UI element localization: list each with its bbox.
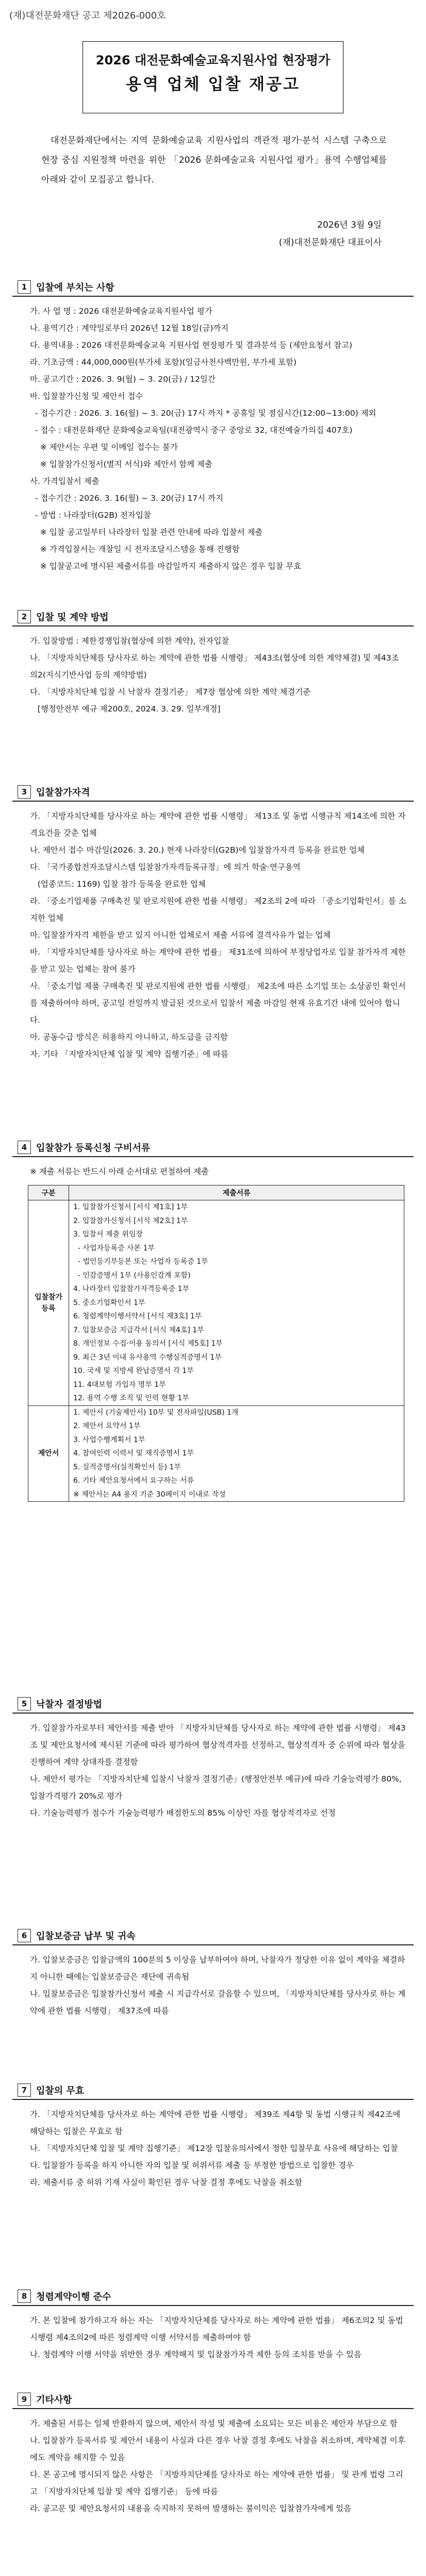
section-line: 가. 입찰방법 : 제한경쟁입찰(협상에 의한 계약), 전자입찰 <box>30 636 230 646</box>
section-6 <box>12 1927 414 2020</box>
document-item: 6. 청렴계약이행서약서 [서식 제3호] 1부 <box>73 1312 202 1320</box>
section-4 <box>12 1139 414 1180</box>
section-line: 가. 「지방자치단체를 당사자로 하는 계약에 관한 법률 시행령」 제13조 및 동법 시행규칙 제14조에 의한 자격요건을 갖춘 업체 <box>30 811 406 838</box>
section-line: 가. 입찰보증금은 입찰금액의 100분의 5 이상을 납부하여야 하며, 낙찰자가 정당한 이유 없이 계약을 체결하지 아니한 때에는 입찰보증금은 재단에 귀속됨 <box>30 1955 405 1981</box>
section-line: 다. 기술능력평가 점수가 기술능력평가 배점한도의 85% 이상인 자를 협상적격자로 선정 <box>30 1808 336 1818</box>
section-line: - 접수기간 : 2026. 3. 16(월) ~ 3. 20(금) 17시 까지 <box>30 494 223 503</box>
section-body <box>12 297 414 575</box>
section-header <box>12 608 414 626</box>
table-items-cell <box>69 1200 404 1406</box>
section-line: 가. 제출된 서류는 일체 반환하지 않으며, 제안서 작성 및 제출에 소요되는 모든 비용은 제안자 부담으로 함 <box>30 2419 398 2428</box>
section-number: 9 <box>18 2393 31 2406</box>
section-line: ※ 입찰공고에 명시된 제출서류를 마감일까지 제출하지 않은 경우 입찰 무효 <box>30 562 302 571</box>
section-body <box>12 802 414 1063</box>
section-title: 입찰의 무효 <box>36 2086 85 2096</box>
document-item: 2. 입찰참가신청서 [서식 제2호] 1부 <box>73 1216 188 1225</box>
document-item: - 법인등기부등본 또는 사업자 등록증 1부 <box>73 1258 208 1266</box>
section-line: ※ 입찰참가신청서(별지 서식)와 제안서 함께 제출 <box>30 460 212 469</box>
section-line: 나. 「지방자치단체를 당사자로 하는 계약에 관한 법률 시행령」 제43조(협상에 의한 계약체결) 및 제43조의2(지식기반사업 등의 계약방법) <box>30 653 399 680</box>
section-line: 아. 공동수급 방식은 허용하지 아니하고, 하도급을 금지함 <box>30 1032 228 1042</box>
section-line: 다. 「지방자치단체 입찰 시 낙찰자 결정기준」 제7장 협상에 의한 계약 체결기준 <box>30 687 311 697</box>
issue-date: 2026년 3월 9일 <box>317 220 382 230</box>
section-line: 사. 「중소기업 제품 구매촉진 및 판로지원에 관한 법률 시행령」 제2조에 따른 소기업 또는 소상공인 확인서를 제출하여야 하며, 공고일 전일까지 발급된 것으로서 입찰서 제출 마감일 현재 유효기간 내에 있어야 합니다. <box>30 981 406 1025</box>
section-line: 마. 공고기간 : 2026. 3. 9(월) ~ 3. 20(금) / 12일간 <box>30 375 216 384</box>
document-item: 6. 기타 제안요청서에서 요구하는 서류 <box>73 1477 194 1485</box>
title-line-2: 용역 업체 입찰 재공고 <box>126 75 300 94</box>
section-1 <box>12 278 414 575</box>
table-category-cell: 제안서 <box>28 1405 69 1502</box>
section-body <box>12 1714 414 1822</box>
section-header <box>12 783 414 802</box>
section-number: 4 <box>18 1141 31 1154</box>
title-line-1: 2026 대전문화예술교육지원사업 현장평가 <box>95 53 331 67</box>
document-item: 4. 참여인력 이력서 및 재직증명서 1부 <box>73 1449 194 1458</box>
section-header <box>12 1927 414 1945</box>
section-header <box>12 278 414 297</box>
section-number: 6 <box>18 1929 31 1942</box>
section-line: 다. 용역내용 : 2026 대전문화예술교육 지원사업 현장평가 및 결과분석 등 (제안요청서 참고) <box>30 341 352 350</box>
section-line: 바. 입찰참가신청 및 제안서 접수 <box>30 392 143 401</box>
section-title: 입찰참가자격 <box>36 787 90 798</box>
document-item: 5. 실적증명서(실적확인서 등) 1부 <box>73 1463 181 1471</box>
section-header <box>12 1139 414 1157</box>
section-line: 나. 용역기간 : 계약일로부터 2026년 12월 18일(금)까지 <box>30 324 229 333</box>
section-3 <box>12 783 414 1063</box>
document-item: 8. 개인정보 수집·이용 동의서 [서식 제5호] 1부 <box>73 1340 223 1348</box>
table-items-cell <box>69 1405 404 1502</box>
document-item: - 사업자등록증 사본 1부 <box>73 1244 155 1252</box>
section-body <box>12 1945 414 2020</box>
table-row <box>28 1200 404 1406</box>
section-title: 기타사항 <box>36 2395 72 2405</box>
section-9 <box>12 2391 414 2517</box>
section-line: 나. 「지방자치단체 입찰 및 계약 집행기준」 제12장 입찰유의서에서 정한 입찰무효 사유에 해당하는 입찰 <box>30 2144 398 2153</box>
section-number: 5 <box>18 1697 31 1710</box>
section-line: 가. 본 입찰에 참가하고자 하는 자는 「지방자치단체를 당사자로 하는 계약에 관한 법률」 제6조의2 및 동법 시행령 제4조의2에 따른 청렴계약 이행 서약서를 제출하여야 함 <box>30 2316 406 2342</box>
section-7 <box>12 2081 414 2191</box>
table-category-cell: 입찰참가등록 <box>28 1200 69 1406</box>
section-title: 입찰보증금 납부 및 귀속 <box>36 1931 136 1942</box>
document-item: 7. 입찰보증금 지급각서 [서식 제4호] 1부 <box>73 1326 204 1334</box>
section-line: ※ 가격입찰서는 개찰일 시 전자조달시스템을 통해 진행함 <box>30 545 240 554</box>
section-header <box>12 2081 414 2100</box>
section-title: 입찰 및 계약 방법 <box>36 612 109 623</box>
section-body <box>12 2306 414 2363</box>
section-title: 청렴계약이행 준수 <box>36 2292 111 2302</box>
section-line: [행정안전부 예규 제200호, 2024. 3. 29. 일부개정] <box>30 704 221 714</box>
table-header-cell: 구분 <box>28 1185 69 1200</box>
document-item: 1. 입찰참가신청서 [서식 제1호] 1부 <box>73 1203 188 1211</box>
section-title: 입찰에 부치는 사항 <box>36 282 114 293</box>
section-body <box>12 2100 414 2191</box>
section-line: 나. 입찰참가 등록서류 및 제안서 내용이 사실과 다른 경우 낙찰 결정 후에도 낙찰을 취소하며, 계약체결 이후에도 계약을 해지할 수 있음 <box>30 2436 405 2462</box>
section-line: 나. 입찰보증금은 입찰참가신청서 제출 시 지급각서로 갈음할 수 있으며, 「지방자치단체를 당사자로 하는 계약에 관한 법률 시행령」 제37조에 따름 <box>30 1989 406 2015</box>
section-5 <box>12 1695 414 1822</box>
section-number: 8 <box>18 2290 31 2303</box>
document-item: 1. 제안서 (기술제안서) 10부 및 전자파일(USB) 1개 <box>73 1408 239 1417</box>
document-item: 12. 용역 수행 조직 및 인력 현황 1부 <box>73 1394 189 1402</box>
section-line: 자. 기타 「지방자치단체 입찰 및 계약 집행기준」에 따름 <box>30 1049 228 1059</box>
announcement-number: (재)대전문화재단 공고 제2026-000호 <box>9 10 166 21</box>
section-line: 다. 본 공고에 명시되지 않은 사항은 「지방자치단체를 당사자로 하는 계약에 관한 법률」 및 관계 법령 그리고 「지방자치단체 입찰 및 계약 집행기준」 등에 따름 <box>30 2470 403 2496</box>
document-item: 5. 중소기업확인서 1부 <box>73 1298 145 1307</box>
section-line: ※ 입찰 공고일부터 나라장터 입찰 관련 안내에 따라 입찰서 제출 <box>30 528 263 537</box>
section-line: 라. 「중소기업제품 구매촉진 및 판로지원에 관한 법률 시행령」 제2조의 2에 따라 「중소기업확인서」를 소지한 업체 <box>30 896 406 923</box>
document-item: 3. 입찰서 제출 위임장 <box>73 1230 143 1239</box>
document-item: ※ 제안서는 A4 용지 기준 30페이지 이내로 작성 <box>73 1490 226 1499</box>
section-line: 나. 청렴계약 이행 서약을 위반한 경우 계약해지 및 입찰참가자격 제한 등의 조치를 받을 수 있음 <box>30 2350 362 2359</box>
section-line: 가. 입찰참가자로부터 제안서를 제출 받아 「지방자치단체를 당사자로 하는 계약에 관한 법률 시행령」 제43조 및 제안요청서에 제시된 기준에 따라 평가하여 협상적격자를 선정하고, 협상적격자 중 순위에 따라 협상을 진행하여 계약 상대자를 결정함 <box>30 1723 408 1767</box>
section-line: 가. 「지방자치단체를 당사자로 하는 계약에 관한 법률 시행령」 제39조 제4항 및 동법 시행규칙 제42조에 해당하는 입찰은 무효로 함 <box>30 2110 403 2136</box>
section-number: 1 <box>18 280 31 294</box>
section-line: 바. 「지방자치단체를 당사자로 하는 계약에 관한 법률」 제31조에 의하여 부정당업자로 입찰 참가자격 제한을 받고 있는 업체는 참여 불가 <box>30 947 406 974</box>
title-box <box>83 41 343 113</box>
document-item: - 인감증명서 1부 (사용인감계 포함) <box>73 1271 191 1280</box>
section-line: 나. 제안서 접수 마감일(2026. 3. 20.) 현재 나라장터(G2B)에 입찰참가자격 등록을 완료한 업체 <box>30 845 365 855</box>
section-line: 사. 가격입찰서 제출 <box>30 477 100 486</box>
section-line: 가. 사 업 명 : 2026 대전문화예술교육지원사업 평가 <box>30 307 212 316</box>
section-header <box>12 1695 414 1714</box>
section-2 <box>12 608 414 718</box>
table-header-cell: 제출서류 <box>69 1185 404 1200</box>
document-item: 10. 국세 및 지방세 완납증명서 각 1부 <box>73 1367 194 1375</box>
section-line: - 접수기간 : 2026. 3. 16(월) ~ 3. 20(금) 17시 까지 * 공휴일 및 점심시간(12:00~13:00) 제외 <box>30 409 376 418</box>
intro-paragraph: 대전문화재단에서는 지역 문화예술교육 지원사업의 객관적 평가·분석 시스템 구축으로 현장 중심 지원정책 마련을 위한 「2026 문화예술교육 지원사업 평가」용역 수행업체를 아래와 같이 모집공고 합니다. <box>41 135 387 185</box>
section-line: ※ 제출 서류는 반드시 아래 순서대로 편철하여 제출 <box>30 1167 209 1176</box>
document-item: 2. 제안서 요약서 1부 <box>73 1422 141 1430</box>
section-number: 2 <box>18 610 31 623</box>
section-line: - 방법 : 나라장터(G2B) 전자입찰 <box>30 511 151 520</box>
required-documents-table <box>28 1185 404 1502</box>
section-body <box>12 2409 414 2517</box>
document-item: 9. 최근 3년 이내 유사용역 수행실적증명서 1부 <box>73 1353 222 1362</box>
section-line: 다. 입찰참가 등록을 하지 아니한 자의 입찰 및 허위서류 제출 등 부정한 방법으로 입찰한 경우 <box>30 2161 354 2170</box>
issue-date-block <box>279 216 382 251</box>
section-line: 라. 기초금액 : 44,000,000원(부가세 포함)(일금사천사백만원, 부가세 포함) <box>30 358 297 367</box>
section-header <box>12 2287 414 2306</box>
section-line: ※ 제안서는 우편 및 이메일 접수는 불가 <box>30 443 178 452</box>
section-line: - 접수 : 대전문화재단 문화예술교육팀(대전광역시 중구 중앙로 32, 대전예술가의집 407호) <box>30 426 353 435</box>
section-body <box>12 626 414 718</box>
section-line: 다. 「국가종합전자조달시스템 입찰참가자격등록규정」에 의거 학술·연구용역 <box>30 862 301 872</box>
document-item: 4. 나라장터 입찰참가자격등록증 1부 <box>73 1285 189 1293</box>
section-8 <box>12 2287 414 2363</box>
section-header <box>12 2391 414 2409</box>
section-line: 나. 제안서 평가는 「지방자치단체 입찰시 낙찰자 결정기준」(행정안전부 예규)에 따라 기술능력평가 80%, 입찰가격평가 20%로 평가 <box>30 1774 404 1801</box>
section-number: 7 <box>18 2083 31 2097</box>
section-line: (업종코드: 1169) 입찰 참가 등록을 완료한 업체 <box>30 879 206 889</box>
section-line: 마. 입찰참가자격 제한을 받고 있지 아니한 업체로서 제출 서류에 결격사유가 없는 업체 <box>30 930 331 940</box>
document-item: 3. 사업수행계획서 1부 <box>73 1435 145 1444</box>
section-number: 3 <box>18 785 31 799</box>
issuer: (재)대전문화재단 대표이사 <box>278 238 382 248</box>
document-item: 11. 4대보험 가입자 명부 1부 <box>73 1380 166 1389</box>
section-body <box>12 1157 414 1180</box>
table-header-row <box>28 1185 404 1200</box>
table-row <box>28 1405 404 1502</box>
section-title: 낙찰자 결정방법 <box>36 1699 102 1710</box>
section-line: 라. 공고문 및 제안요청서의 내용을 숙지하지 못하여 발생하는 불이익은 입찰참가자에게 있음 <box>30 2504 352 2513</box>
section-line: 라. 제출서류 중 허위 기재 사실이 확인된 경우 낙찰 결정 후에도 낙찰을 취소함 <box>30 2178 303 2187</box>
section-title: 입찰참가 등록신청 구비서류 <box>36 1143 151 1154</box>
